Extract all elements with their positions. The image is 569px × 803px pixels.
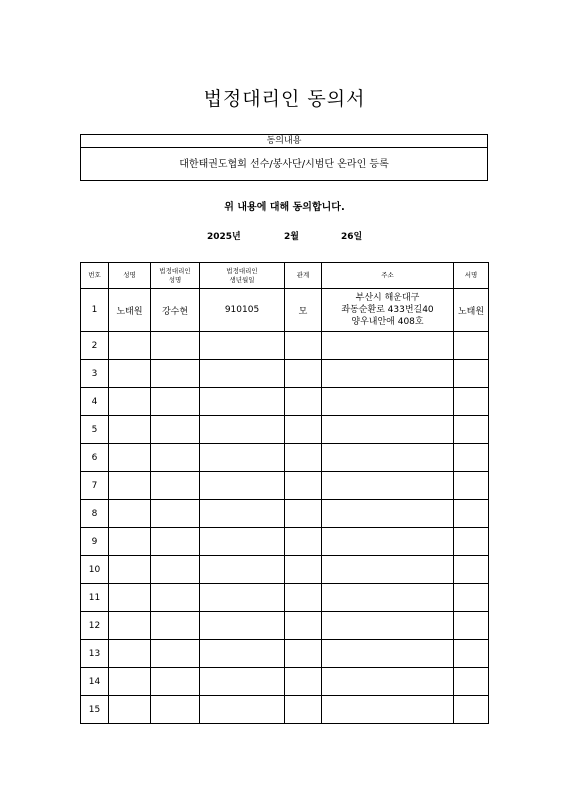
cell-address[interactable] xyxy=(322,668,454,696)
cell-address[interactable] xyxy=(322,612,454,640)
date-day: 26일 xyxy=(341,232,363,242)
cell-guardian-name[interactable] xyxy=(151,612,200,640)
cell-address[interactable] xyxy=(322,360,454,388)
table-row xyxy=(81,668,489,696)
cell-signature[interactable] xyxy=(454,640,489,668)
cell-guardian-name[interactable] xyxy=(151,444,200,472)
cell-address[interactable] xyxy=(322,556,454,584)
table-row xyxy=(81,332,489,360)
cell-relation[interactable] xyxy=(285,472,322,500)
cell-guardian-name[interactable] xyxy=(151,584,200,612)
address-line-3: 양우내안애 408호 xyxy=(351,317,424,327)
cell-guardian-name[interactable] xyxy=(151,388,200,416)
table-row xyxy=(81,612,489,640)
cell-signature[interactable] xyxy=(454,388,489,416)
cell-no: 9 xyxy=(81,528,109,556)
cell-signature[interactable] xyxy=(454,612,489,640)
cell-address[interactable] xyxy=(322,584,454,612)
cell-name[interactable] xyxy=(109,472,151,500)
cell-relation[interactable] xyxy=(285,612,322,640)
cell-address[interactable] xyxy=(322,528,454,556)
guardian-signature-table xyxy=(80,262,489,724)
cell-no: 1 xyxy=(81,289,109,332)
cell-name[interactable] xyxy=(109,416,151,444)
cell-guardian-birth[interactable] xyxy=(200,416,285,444)
consent-box xyxy=(80,134,488,181)
table-row xyxy=(81,528,489,556)
cell-guardian-name: 강수현 xyxy=(151,289,200,332)
table-row xyxy=(81,416,489,444)
cell-signature[interactable] xyxy=(454,472,489,500)
cell-name[interactable] xyxy=(109,668,151,696)
table-row xyxy=(81,584,489,612)
cell-guardian-name[interactable] xyxy=(151,472,200,500)
header-name: 성명 xyxy=(109,263,151,289)
header-signature: 서명 xyxy=(454,263,489,289)
cell-relation[interactable] xyxy=(285,556,322,584)
cell-name[interactable] xyxy=(109,360,151,388)
cell-address xyxy=(322,289,454,332)
cell-guardian-name[interactable] xyxy=(151,528,200,556)
cell-no: 3 xyxy=(81,360,109,388)
cell-guardian-birth[interactable] xyxy=(200,556,285,584)
cell-guardian-birth[interactable] xyxy=(200,472,285,500)
agree-statement: 위 내용에 대해 동의합니다. xyxy=(224,202,345,213)
table-row xyxy=(81,696,489,724)
cell-signature[interactable] xyxy=(454,360,489,388)
header-guardian-birth-line2: 생년월일 xyxy=(229,275,255,284)
cell-address[interactable] xyxy=(322,332,454,360)
table-header-row xyxy=(81,263,489,289)
cell-guardian-birth[interactable] xyxy=(200,332,285,360)
table-row xyxy=(81,472,489,500)
cell-guardian-birth[interactable] xyxy=(200,640,285,668)
cell-no: 14 xyxy=(81,668,109,696)
cell-name[interactable] xyxy=(109,444,151,472)
cell-guardian-birth[interactable] xyxy=(200,360,285,388)
header-guardian-name-line1: 법정대리인 xyxy=(159,266,191,275)
cell-signature[interactable] xyxy=(454,332,489,360)
cell-relation[interactable] xyxy=(285,416,322,444)
cell-name: 노태원 xyxy=(109,289,151,332)
cell-guardian-name[interactable] xyxy=(151,360,200,388)
cell-relation[interactable] xyxy=(285,388,322,416)
cell-name[interactable] xyxy=(109,500,151,528)
cell-address[interactable] xyxy=(322,500,454,528)
cell-relation[interactable] xyxy=(285,360,322,388)
cell-no: 8 xyxy=(81,500,109,528)
header-guardian-name xyxy=(151,263,200,289)
cell-address[interactable] xyxy=(322,416,454,444)
cell-signature[interactable] xyxy=(454,584,489,612)
cell-relation[interactable] xyxy=(285,640,322,668)
cell-no: 7 xyxy=(81,472,109,500)
cell-no: 2 xyxy=(81,332,109,360)
cell-guardian-name[interactable] xyxy=(151,416,200,444)
cell-relation[interactable] xyxy=(285,332,322,360)
cell-name[interactable] xyxy=(109,612,151,640)
header-guardian-name-line2: 성명 xyxy=(168,275,182,284)
date-month: 2월 xyxy=(284,232,299,242)
cell-relation[interactable] xyxy=(285,696,322,724)
cell-no: 10 xyxy=(81,556,109,584)
cell-address[interactable] xyxy=(322,640,454,668)
cell-no: 6 xyxy=(81,444,109,472)
table-row xyxy=(81,640,489,668)
cell-relation[interactable] xyxy=(285,668,322,696)
cell-relation[interactable] xyxy=(285,528,322,556)
cell-guardian-name[interactable] xyxy=(151,332,200,360)
cell-guardian-birth: 910105 xyxy=(200,289,285,332)
cell-signature[interactable] xyxy=(454,416,489,444)
cell-name[interactable] xyxy=(109,696,151,724)
cell-guardian-birth[interactable] xyxy=(200,612,285,640)
cell-name[interactable] xyxy=(109,556,151,584)
cell-relation[interactable] xyxy=(285,500,322,528)
cell-relation[interactable] xyxy=(285,584,322,612)
address-line-1: 부산시 해운대구 xyxy=(355,293,420,303)
cell-guardian-name[interactable] xyxy=(151,696,200,724)
header-relation: 관계 xyxy=(285,263,322,289)
cell-guardian-birth[interactable] xyxy=(200,444,285,472)
cell-guardian-name[interactable] xyxy=(151,640,200,668)
cell-no: 4 xyxy=(81,388,109,416)
cell-name[interactable] xyxy=(109,584,151,612)
cell-no: 13 xyxy=(81,640,109,668)
cell-name[interactable] xyxy=(109,528,151,556)
date-year: 2025년 xyxy=(207,232,241,242)
cell-signature[interactable] xyxy=(454,528,489,556)
cell-relation[interactable] xyxy=(285,444,322,472)
cell-name[interactable] xyxy=(109,640,151,668)
cell-address[interactable] xyxy=(322,696,454,724)
cell-guardian-birth[interactable] xyxy=(200,388,285,416)
table-row xyxy=(81,500,489,528)
cell-signature: 노태원 xyxy=(454,289,489,332)
cell-signature[interactable] xyxy=(454,500,489,528)
cell-relation: 모 xyxy=(285,289,322,332)
cell-address[interactable] xyxy=(322,388,454,416)
cell-address[interactable] xyxy=(322,472,454,500)
table-row xyxy=(81,556,489,584)
table-row xyxy=(81,388,489,416)
cell-no: 15 xyxy=(81,696,109,724)
cell-address[interactable] xyxy=(322,444,454,472)
cell-no: 11 xyxy=(81,584,109,612)
cell-guardian-birth[interactable] xyxy=(200,500,285,528)
cell-no: 12 xyxy=(81,612,109,640)
header-guardian-birth xyxy=(200,263,285,289)
cell-signature[interactable] xyxy=(454,556,489,584)
cell-no: 5 xyxy=(81,416,109,444)
cell-guardian-birth[interactable] xyxy=(200,668,285,696)
consent-header: 동의내용 xyxy=(81,135,487,148)
document-title: 법정대리인 동의서 xyxy=(203,88,366,110)
cell-signature[interactable] xyxy=(454,668,489,696)
consent-body: 대한태권도협회 선수/봉사단/시범단 온라인 등록 xyxy=(179,159,389,170)
header-no: 번호 xyxy=(81,263,109,289)
table-row xyxy=(81,444,489,472)
address-line-2: 좌동순환로 433번길40 xyxy=(341,305,434,315)
cell-guardian-birth[interactable] xyxy=(200,584,285,612)
cell-signature[interactable] xyxy=(454,444,489,472)
cell-guardian-name[interactable] xyxy=(151,500,200,528)
cell-guardian-birth[interactable] xyxy=(200,696,285,724)
cell-signature[interactable] xyxy=(454,696,489,724)
cell-guardian-name[interactable] xyxy=(151,668,200,696)
table-row xyxy=(81,289,489,332)
table-row xyxy=(81,360,489,388)
cell-guardian-name[interactable] xyxy=(151,556,200,584)
cell-name[interactable] xyxy=(109,388,151,416)
cell-guardian-birth[interactable] xyxy=(200,528,285,556)
header-guardian-birth-line1: 법정대리인 xyxy=(226,266,258,275)
header-address: 주소 xyxy=(322,263,454,289)
cell-name[interactable] xyxy=(109,332,151,360)
